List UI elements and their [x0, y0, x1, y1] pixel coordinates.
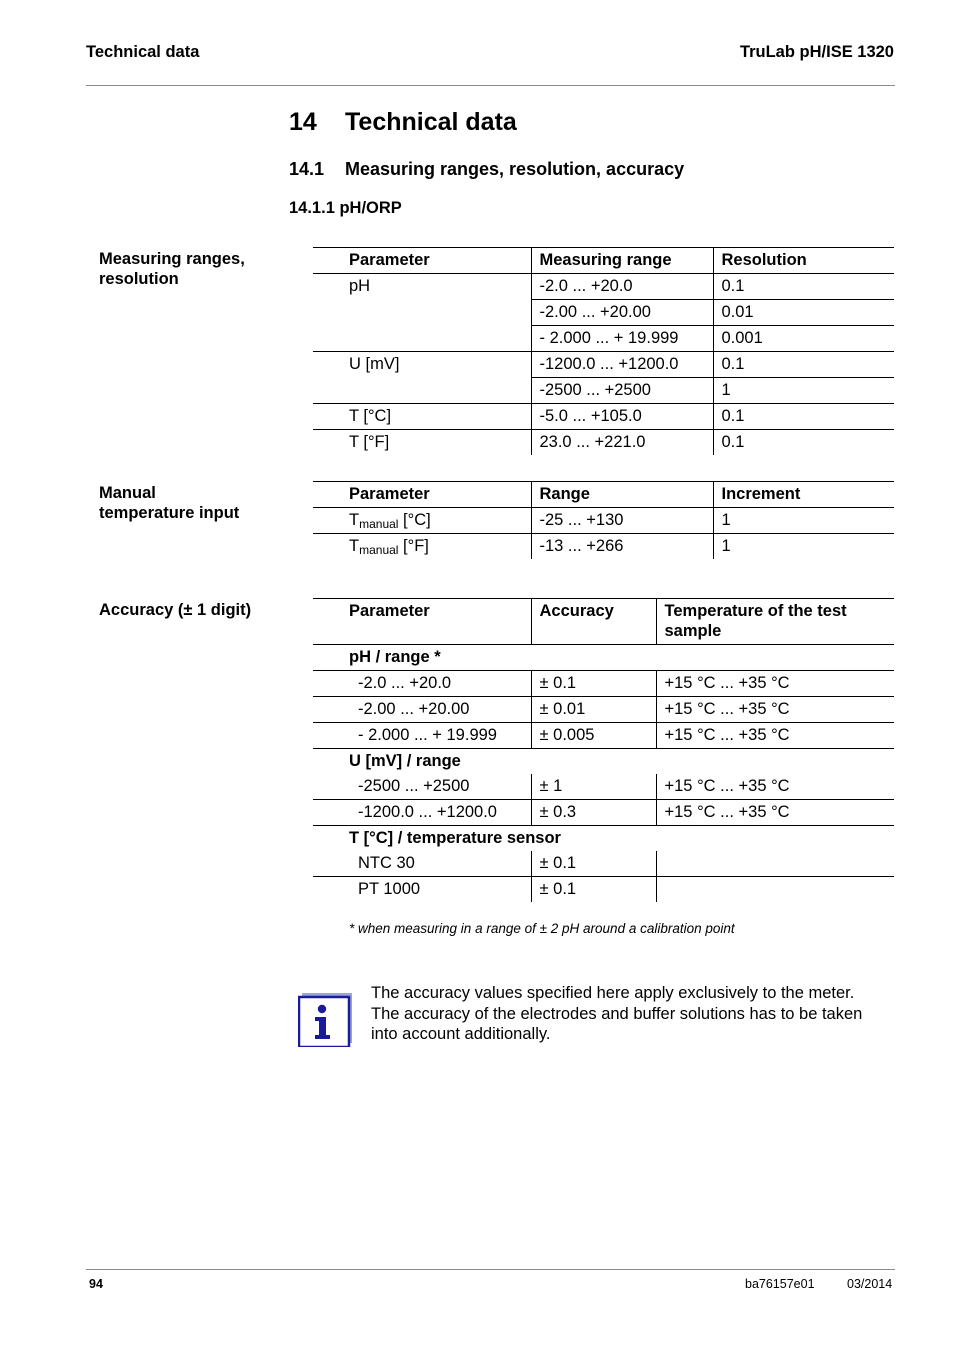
ranges-side-label: Measuring ranges, resolution: [99, 250, 245, 288]
table-row: U [mV] -1200.0 ... +1200.0 0.1: [313, 352, 894, 378]
running-header-left: Technical data: [86, 43, 200, 61]
subsection-title: 14.1.1 pH/ORP: [289, 199, 402, 217]
table-row: NTC 30 ± 0.1: [313, 851, 894, 877]
table-row: -2500 ... +2500 ± 1 +15 °C ... +35 °C: [313, 774, 894, 800]
manual-header-row: Parameter Range Increment: [313, 482, 894, 508]
info-note: The accuracy values specified here apply exclusively to the meter. The accuracy of the electrodes and buffer solutions has to be taken into account additionally.: [371, 984, 863, 1043]
info-icon: [298, 993, 352, 1047]
table-row: pH -2.0 ... +20.0 0.1: [313, 274, 894, 300]
manual-side-label: Manual temperature input: [99, 484, 240, 522]
document-date: 03/2014: [847, 1277, 893, 1291]
accuracy-side-label: Accuracy (± 1 digit): [99, 601, 252, 619]
page-number: 94: [89, 1277, 103, 1291]
manual-temperature-table: [313, 481, 894, 559]
table-row: PT 1000 ± 0.1: [313, 877, 894, 903]
footer-rule: [86, 1269, 895, 1270]
table-row: -2500 ... +2500 1: [313, 378, 894, 404]
table-row: T [°F] 23.0 ... +221.0 0.1: [313, 430, 894, 456]
group-row: T [°C] / temperature sensor: [349, 829, 561, 847]
ranges-col-range: Measuring range: [531, 248, 713, 274]
chapter-title: 14 Technical data: [289, 108, 517, 136]
group-row: U [mV] / range: [349, 752, 461, 770]
table-row: $T_{manual}$ [°C] -25 ... +130 1: [313, 508, 894, 534]
section-title: 14.1 Measuring ranges, resolution, accuracy: [289, 159, 685, 179]
group-row: pH / range *: [313, 645, 894, 671]
table-row: - 2.000 ... + 19.999 ± 0.005 +15 °C ... +35 °C: [313, 723, 894, 749]
table-row: T [°C] -5.0 ... +105.0 0.1: [313, 404, 894, 430]
table-row: -1200.0 ... +1200.0 ± 0.3 +15 °C ... +35 °C: [313, 800, 894, 826]
ranges-col-resolution: Resolution: [713, 248, 894, 274]
accuracy-footnote: * when measuring in a range of ± 2 pH around a calibration point: [349, 921, 735, 936]
running-header-right: TruLab pH/ISE 1320: [739, 43, 894, 61]
ranges-col-parameter: Parameter: [313, 248, 531, 274]
header-rule: [86, 85, 895, 86]
table-row: -2.00 ... +20.00 ± 0.01 +15 °C ... +35 °C: [313, 697, 894, 723]
accuracy-header-row: Parameter Accuracy Temperature of the test sample: [313, 599, 894, 645]
table-row: -2.0 ... +20.0 ± 0.1 +15 °C ... +35 °C: [313, 671, 894, 697]
ranges-table: [313, 247, 894, 455]
document-id: ba76157e01: [745, 1277, 815, 1291]
table-row: - 2.000 ... + 19.999 0.001: [313, 326, 894, 352]
ranges-header-row: [313, 248, 894, 274]
table-row: $T_{manual}$ [°F] -13 ... +266 1: [313, 534, 894, 560]
accuracy-table: [313, 598, 894, 902]
table-row: -2.00 ... +20.00 0.01: [313, 300, 894, 326]
